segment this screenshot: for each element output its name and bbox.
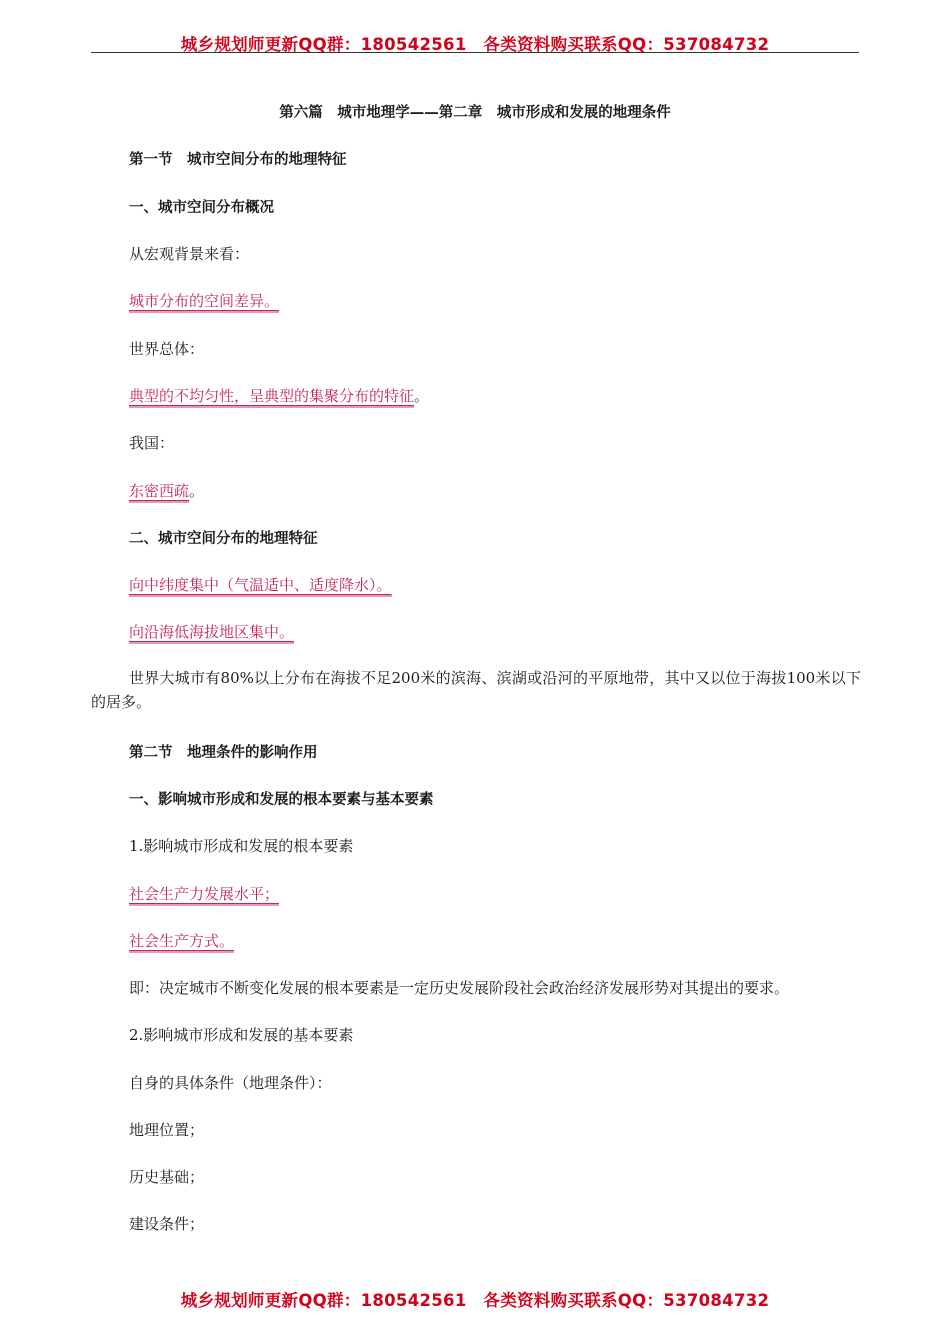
- highlight-text: 东密西疏: [129, 482, 189, 503]
- footer-banner: 城乡规划师更新QQ群：180542561 各类资料购买联系QQ：537084732: [180, 1291, 770, 1310]
- text-meaning: 即：决定城市不断变化发展的根本要素是一定历史发展阶段社会政治经济发展形势对其提出的要求。: [129, 979, 790, 997]
- section-heading-2: 第二节 地理条件的影响作用: [129, 745, 318, 761]
- text-location: 地理位置；: [129, 1121, 205, 1139]
- text-basic-elements: 2.影响城市形成和发展的基本要素: [129, 1026, 354, 1044]
- highlight-text: 社会生产力发展水平；: [129, 885, 279, 906]
- punctuation: 。: [414, 387, 430, 405]
- paragraph-world-cities: 世界大城市有80%以上分布在海拔不足200米的滨海、滨湖或沿河的平原地带，其中又以位于海拔100米以下的居多。: [91, 669, 861, 711]
- subheading-overview: 一、城市空间分布概况: [129, 200, 274, 216]
- subheading-elements: 一、影响城市形成和发展的根本要素与基本要素: [129, 792, 434, 808]
- highlight-uneven: [129, 385, 429, 406]
- highlight-coastal: [129, 621, 294, 642]
- highlight-text: 向沿海低海拔地区集中。: [129, 623, 294, 644]
- highlight-production-mode: [129, 930, 234, 951]
- highlight-east-west: [129, 480, 204, 501]
- highlight-text: 社会生产方式。: [129, 932, 234, 953]
- highlight-latitude: [129, 574, 392, 595]
- text-macro: 从宏观背景来看：: [129, 245, 250, 263]
- header-banner: 城乡规划师更新QQ群：180542561 各类资料购买联系QQ：537084732: [180, 35, 770, 54]
- punctuation: 。: [189, 482, 205, 500]
- text-construction: 建设条件；: [129, 1215, 205, 1233]
- highlight-text: 向中纬度集中（气温适中、适度降水）。: [129, 576, 392, 597]
- highlight-text: 典型的不均匀性，呈典型的集聚分布的特征: [129, 387, 414, 408]
- highlight-text: 城市分布的空间差异。: [129, 292, 279, 313]
- text-world: 世界总体：: [129, 340, 205, 358]
- header-divider: [91, 52, 859, 53]
- text-china: 我国：: [129, 434, 175, 452]
- document-title: 第六篇 城市地理学——第二章 城市形成和发展的地理条件: [279, 105, 671, 121]
- text-root-elements: 1.影响城市形成和发展的根本要素: [129, 837, 354, 855]
- text-self-conditions: 自身的具体条件（地理条件）：: [129, 1074, 332, 1092]
- section-heading-1: 第一节 城市空间分布的地理特征: [129, 152, 347, 168]
- text-history: 历史基础；: [129, 1168, 205, 1186]
- highlight-spatial-difference: [129, 290, 279, 311]
- highlight-productivity: [129, 883, 279, 904]
- subheading-features: 二、城市空间分布的地理特征: [129, 531, 318, 547]
